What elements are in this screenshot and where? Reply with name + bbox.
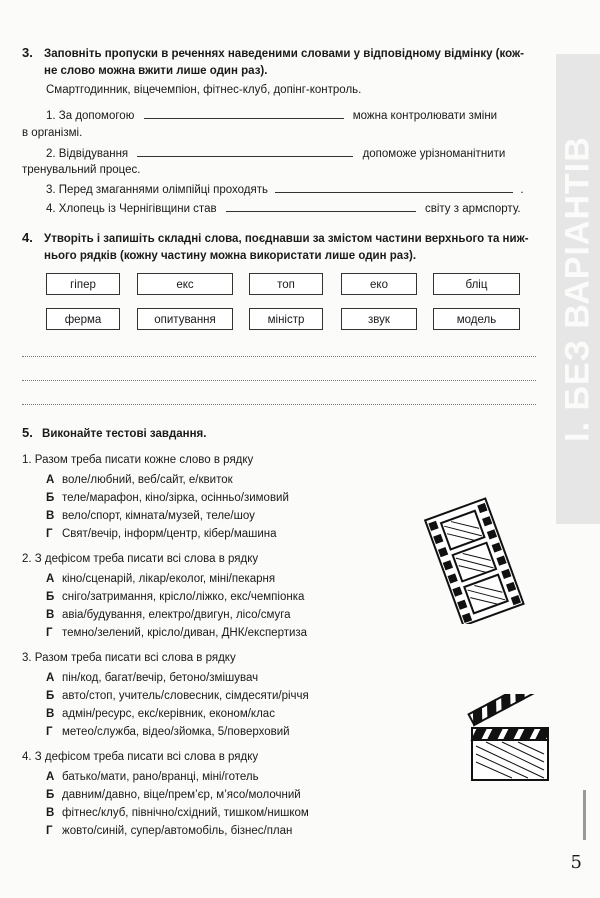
- film-strip-icon: [412, 496, 548, 624]
- task5-title: Виконайте тестові завдання.: [42, 428, 207, 440]
- clapperboard-icon: [466, 694, 556, 786]
- option-text: фітнес/клуб, північно/східний, тишком/нишком: [62, 807, 309, 819]
- option-text: теле/марафон, кіно/зірка, осінньо/зимовий: [62, 492, 289, 504]
- option-letter: В: [46, 708, 55, 720]
- word-part-box: топ: [249, 273, 323, 295]
- question-text: 3. Разом треба писати всі слова в рядку: [22, 652, 236, 664]
- page-number-bar: [583, 790, 586, 840]
- word-part-box: екс: [137, 273, 233, 295]
- option-text: вело/спорт, кімната/музей, теле/шоу: [62, 510, 255, 522]
- s4-start: 4. Хлопець із Чернігівщини став: [46, 203, 217, 215]
- s1-start: 1. За допомогою: [46, 110, 135, 122]
- option-letter: В: [46, 609, 55, 621]
- s1-continuation: в організмі.: [22, 127, 83, 139]
- answer-option[interactable]: [46, 726, 290, 738]
- answer-option[interactable]: [46, 672, 258, 684]
- answer-option[interactable]: [46, 789, 301, 801]
- answer-option[interactable]: [46, 807, 309, 819]
- answer-option[interactable]: [46, 771, 259, 783]
- side-tab-label: I. БЕЗ ВАРІАНТІВ: [558, 136, 597, 442]
- word-part-box: бліц: [433, 273, 520, 295]
- question-text: 2. З дефісом треба писати всі слова в рядку: [22, 553, 259, 565]
- answer-option[interactable]: [46, 492, 289, 504]
- option-letter: А: [46, 672, 55, 684]
- option-text: батько/мати, рано/вранці, міні/готель: [62, 771, 259, 783]
- task4-number: 4.: [22, 230, 33, 245]
- s3-start: 3. Перед змаганнями олімпійці проходять: [46, 184, 268, 196]
- task3-number: 3.: [22, 45, 33, 60]
- s4-end: світу з армспорту.: [425, 203, 521, 215]
- answer-option[interactable]: [46, 510, 255, 522]
- answer-dotted-line[interactable]: [22, 380, 536, 381]
- task3-sentence-1: [46, 108, 497, 122]
- s3-end: .: [520, 184, 524, 196]
- option-letter: В: [46, 510, 55, 522]
- answer-option[interactable]: [46, 825, 292, 837]
- word-part-box: гіпер: [46, 273, 120, 295]
- s1-blank[interactable]: [144, 108, 344, 119]
- answer-option[interactable]: [46, 627, 307, 639]
- option-letter: Г: [46, 627, 53, 639]
- answer-option[interactable]: [46, 591, 304, 603]
- task3-instruction: [22, 44, 542, 80]
- s3-blank[interactable]: [275, 182, 513, 193]
- option-text: авіа/будування, електро/двигун, лісо/смуга: [62, 609, 291, 621]
- option-letter: Г: [46, 825, 53, 837]
- task3-sentence-2: [46, 146, 505, 160]
- option-letter: Б: [46, 789, 55, 801]
- word-part-box: опитування: [137, 308, 233, 330]
- task3-sentence-3: [46, 182, 524, 196]
- option-text: адмін/ресурс, екс/керівник, економ/клас: [62, 708, 275, 720]
- task3-word-bank: Смартгодинник, віцечемпіон, фітнес-клуб, допінг-контроль.: [46, 84, 362, 96]
- task5-heading: [22, 425, 206, 440]
- section-side-tab: [556, 54, 600, 524]
- s2-end: допоможе урізноманітнити: [362, 148, 506, 160]
- option-letter: Б: [46, 591, 55, 603]
- answer-dotted-line[interactable]: [22, 404, 536, 405]
- task5-number: 5.: [22, 425, 33, 440]
- option-text: метео/служба, відео/зйомка, 5/поверховий: [62, 726, 290, 738]
- answer-dotted-line[interactable]: [22, 356, 536, 357]
- task3-instruction-line2: не слово можна вжити лише один раз).: [44, 65, 268, 77]
- option-letter: Б: [46, 690, 55, 702]
- option-letter: Г: [46, 726, 53, 738]
- option-letter: Б: [46, 492, 55, 504]
- answer-option[interactable]: [46, 690, 309, 702]
- word-part-box: ферма: [46, 308, 120, 330]
- s2-blank[interactable]: [137, 146, 353, 157]
- answer-option[interactable]: [46, 708, 275, 720]
- option-text: воле/любний, веб/сайт, е/квиток: [62, 474, 233, 486]
- word-part-box: міністр: [249, 308, 323, 330]
- task4-instruction-line1: Утворіть і запишіть складні слова, поєднавши за змістом частини верхнього та ниж-: [44, 233, 529, 245]
- page-number: 5: [570, 852, 582, 873]
- option-text: авто/стоп, учитель/словесник, сімдесяти/річчя: [62, 690, 309, 702]
- option-letter: А: [46, 771, 55, 783]
- word-part-box: еко: [341, 273, 417, 295]
- option-text: темно/зелений, крісло/диван, ДНК/експертиза: [62, 627, 308, 639]
- s2-start: 2. Відвідування: [46, 148, 129, 160]
- s4-blank[interactable]: [226, 201, 416, 212]
- answer-option[interactable]: [46, 609, 291, 621]
- option-text: пін/код, багат/вечір, бетоно/змішувач: [62, 672, 259, 684]
- answer-option[interactable]: [46, 573, 275, 585]
- task3-instruction-line1: Заповніть пропуски в реченнях наведеними словами у відповідному відмінку (кож-: [44, 48, 524, 60]
- word-part-box: модель: [433, 308, 520, 330]
- option-letter: А: [46, 474, 55, 486]
- task3-sentence-4: [46, 201, 521, 215]
- option-letter: Г: [46, 528, 53, 540]
- option-text: сніго/затримання, крісло/ліжко, екс/чемпіонка: [62, 591, 305, 603]
- option-letter: В: [46, 807, 55, 819]
- option-text: кіно/сценарій, лікар/еколог, міні/пекарня: [62, 573, 276, 585]
- question-text: 1. Разом треба писати кожне слово в рядку: [22, 454, 254, 466]
- answer-option[interactable]: [46, 528, 277, 540]
- task4-instruction-line2: нього рядків (кожну частину можна використати лише один раз).: [44, 250, 417, 262]
- option-text: жовто/синій, супер/автомобіль, бізнес/план: [62, 825, 293, 837]
- option-text: Свят/вечір, інформ/центр, кібер/машина: [62, 528, 277, 540]
- option-letter: А: [46, 573, 55, 585]
- answer-option[interactable]: [46, 474, 233, 486]
- s2-continuation: тренувальний процес.: [22, 164, 141, 176]
- word-part-box: звук: [341, 308, 417, 330]
- task4-instruction: [22, 229, 542, 265]
- question-text: 4. З дефісом треба писати всі слова в рядку: [22, 751, 259, 763]
- option-text: давним/давно, віце/прем’єр, м’ясо/молочний: [62, 789, 301, 801]
- s1-end: можна контролювати зміни: [352, 110, 498, 122]
